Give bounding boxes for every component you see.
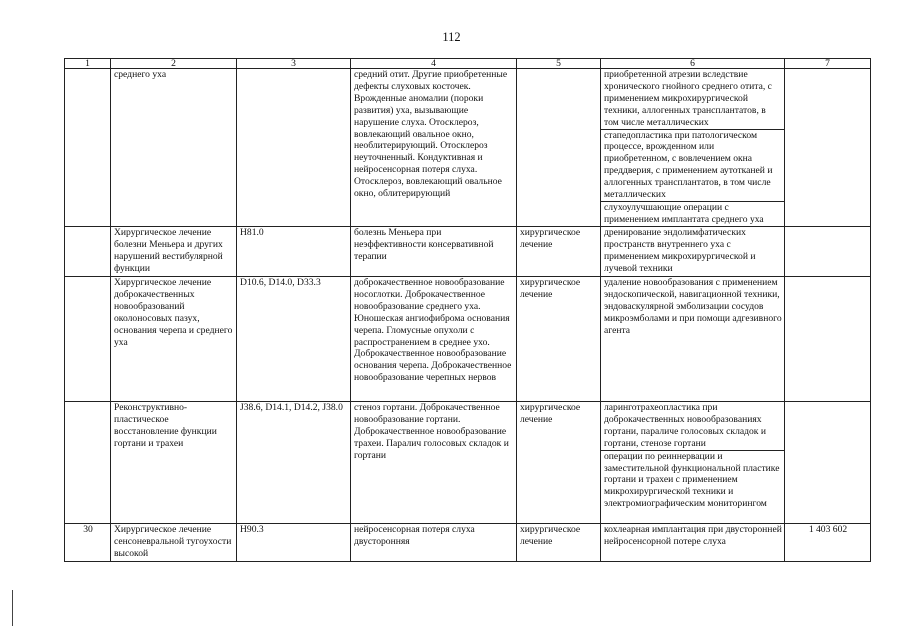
method-item: слухоулучшающие операции с применением имплантата среднего уха — [601, 201, 784, 226]
header-cell: 6 — [601, 59, 785, 69]
row-diagnosis: доброкачественное новообразование носоглотки. Доброкачественное новообразование среднего уха. Юношеская ангиофиброма основания черепа. Гломусные опухоли с распространением в среднее ухо. Доброкачественное новообразование основания черепа. Доброкачественное новообразование черепных нервов — [351, 277, 517, 402]
row-cost — [785, 402, 871, 524]
method-item: дренирование эндолимфатических пространств внутреннего уха с применением микрохирургической и лучевой техники — [604, 227, 756, 274]
page-number: 112 — [442, 30, 461, 44]
row-treatment: хирургическое лечение — [517, 402, 601, 524]
row-codes: D10.6, D14.0, D33.3 — [237, 277, 351, 402]
method-item: удаление новообразования с применением эндоскопической, навигационной техники, эндоваскулярной эмболизации сосудов микроэмболами и при помощи адгезивного агента — [604, 277, 782, 336]
row-cost — [785, 227, 871, 277]
row-number — [65, 227, 111, 277]
header-cell: 2 — [111, 59, 237, 69]
method-item: ларинготрахеопластика при доброкачественных новообразованиях гортани, параличе голосовых складок и гортани, стенозе гортани — [604, 402, 766, 449]
header-cell: 4 — [351, 59, 517, 69]
header-cell: 1 — [65, 59, 111, 69]
row-codes: H81.0 — [237, 227, 351, 277]
row-number — [65, 402, 111, 524]
table-row — [65, 524, 871, 562]
row-diagnosis: болезнь Меньера при неэффективности консервативной терапии — [351, 227, 517, 277]
row-name: Реконструктивно-пластическое восстановление функции гортани и трахеи — [111, 402, 237, 524]
row-treatment — [517, 69, 601, 227]
row-treatment: хирургическое лечение — [517, 524, 601, 562]
table-row — [65, 277, 871, 402]
row-diagnosis: нейросенсорная потеря слуха двусторонняя — [351, 524, 517, 562]
method-item: приобретенной атрезии вследствие хронического гнойного среднего отита, с применением микрохирургической техники, аллогенных трансплантатов, в том числе металлических — [604, 69, 772, 128]
row-number — [65, 69, 111, 227]
row-diagnosis: стеноз гортани. Доброкачественное новообразование гортани. Доброкачественное новообразование трахеи. Паралич голосовых складок и гортани — [351, 402, 517, 524]
table-row — [65, 69, 871, 227]
table-row — [65, 402, 871, 524]
treatment-table — [64, 58, 871, 562]
row-codes: J38.6, D14.1, D14.2, J38.0 — [237, 402, 351, 524]
row-number: 30 — [65, 524, 111, 562]
header-cell: 7 — [785, 59, 871, 69]
row-treatment: хирургическое лечение — [517, 227, 601, 277]
row-cost: 1 403 602 — [785, 524, 871, 562]
row-diagnosis: средний отит. Другие приобретенные дефекты слуховых косточек. Врожденные аномалии (пороки развития) уха, вызывающие нарушение слуха. Отосклероз, вовлекающий овальное окно, необлитерирующий. Отосклероз неуточненный. Кондуктивная и нейросенсорная потеря слуха. Отосклероз, вовлекающий овальное окно, облитерирующий — [351, 69, 517, 227]
row-codes — [237, 69, 351, 227]
row-methods — [601, 402, 785, 524]
method-item: операции по реиннервации и заместительной функциональной пластике гортани и трахеи с применением микрохирургической техники и электромиографическим мониторингом — [601, 450, 784, 511]
row-methods — [601, 227, 785, 277]
scan-artifact-line — [12, 590, 13, 626]
row-methods — [601, 524, 785, 562]
row-cost — [785, 69, 871, 227]
header-cell: 3 — [237, 59, 351, 69]
row-methods — [601, 277, 785, 402]
row-name: Хирургическое лечение болезни Меньера и других нарушений вестибулярной функции — [111, 227, 237, 277]
row-methods — [601, 69, 785, 227]
method-item: стапедопластика при патологическом процессе, врожденном или приобретенном, с вовлечением окна преддверия, с применением аутотканей и аллогенных трансплантатов, в том числе металлических — [601, 129, 784, 201]
header-cell: 5 — [517, 59, 601, 69]
table-row — [65, 227, 871, 277]
method-item: кохлеарная имплантация при двусторонней нейросенсорной потере слуха — [604, 524, 782, 547]
row-name: Хирургическое лечение доброкачественных новообразований околоносовых пазух, основания черепа и среднего уха — [111, 277, 237, 402]
row-treatment: хирургическое лечение — [517, 277, 601, 402]
row-cost — [785, 277, 871, 402]
header-row — [65, 59, 871, 69]
row-name: среднего уха — [111, 69, 237, 227]
row-codes: H90.3 — [237, 524, 351, 562]
row-number — [65, 277, 111, 402]
row-name: Хирургическое лечение сенсоневральной тугоухости высокой — [111, 524, 237, 562]
